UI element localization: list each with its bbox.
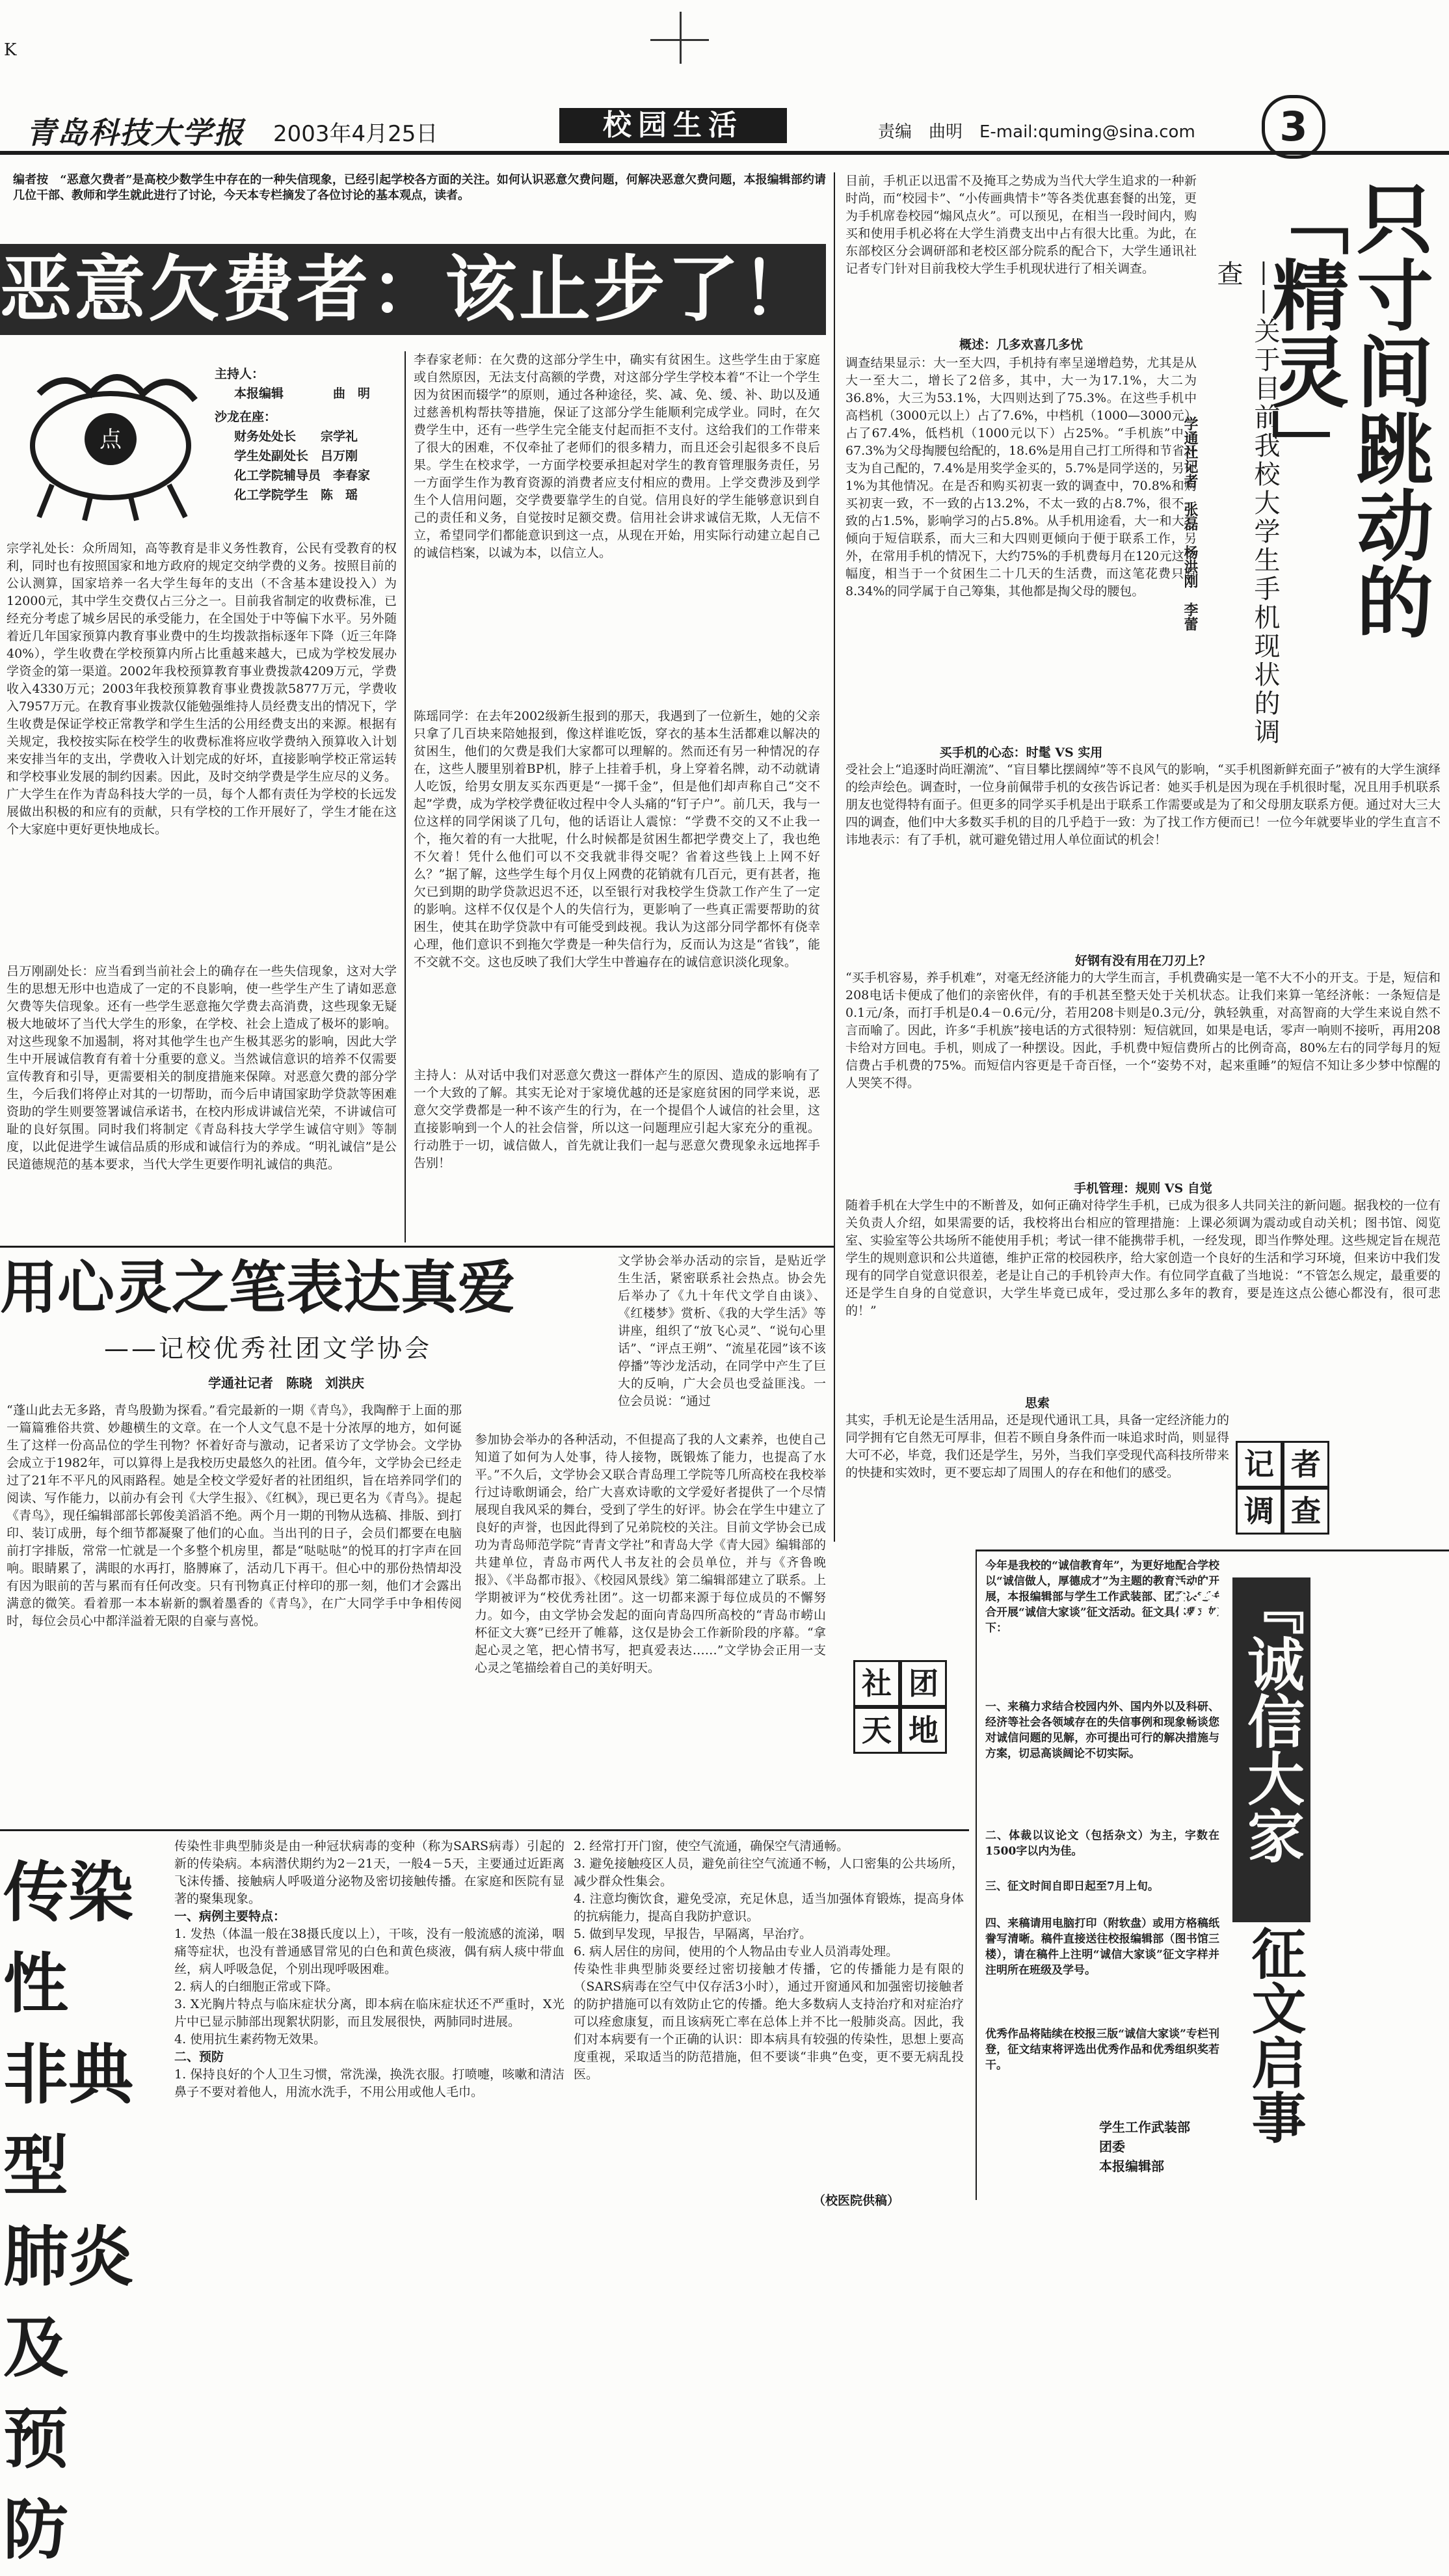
notice-item: 四、来稿请用电脑打印（附软盘）或用方格稿纸誊写清晰。稿件直接送往校报编辑部（图书馆三楼），请在稿件上注明“诚信大家谈”征文字样并注明所在班级及学号。 [985,1917,1219,1977]
crop-mark [680,12,682,64]
guest-line: 财务处处长 宗学礼 [234,429,358,444]
prevention-item: 2. 经常打开门窗，使空气流通，确保空气清通畅。 [574,1839,849,1853]
section-name: 校园生活 [559,108,787,143]
article3-sec4-title: 手机管理：规则 VS 自觉 [1074,1181,1212,1196]
tag-char: 天 [853,1707,900,1754]
column-divider [834,172,835,1542]
tag-char: 调 [1236,1488,1283,1535]
notice-item: 三、征文时间自即日起至7月上旬。 [985,1880,1159,1893]
masthead [0,104,1449,156]
tag-char: 者 [1283,1441,1329,1488]
article3-sec3: “买手机容易，养手机难”，对毫无经济能力的大学生而言，手机费确实是一笔不大不小的开支。于是，短信和208电话卡便成了他们的亲密伙伴，有的手机甚至整天处于关机状态。让我们来算一笔经济帐：一条短信是0.1元/条，而打手机是0.4－0.6元/分，若用208卡则是0.3元/分，孰轻孰重，对高智商的大学生来说自然不言而喻了。因此，许多“手机族”接电话的方式很特别：短信就回，如果是电话，零声一响则不接听，再用208卡给对方回电。手机，则成了一种摆设。因此，手机费中短信费所占的比例奇高，80%左右的同学每月的短信费占手机费的75%。而短信内容更是千奇百怪，一个“姿势不对，起来重睡”的短信不知让多少梦中惊醒的人哭笑不得。 [845,971,1441,1090]
prevention-item: 3. 避免接触疫区人员，避免前往空气流通不畅，人口密集的公共场所，减少群众性集会。 [574,1857,964,1888]
article2-byline: 学通社记者 陈晓 刘洪庆 [208,1375,364,1391]
crop-mark [650,39,709,41]
article1-col1b: 吕万刚副处长：应当看到当前社会上的确存在一些失信现象，这对大学生的思想无形中也造成了一定的不良影响，使一些学生产生了请如恶意欠费等失信现象。还有一些学生恶意拖欠学费去高消费，这些现象无疑极大地破坏了当代大学生的形象，在学校、社会上造成了极坏的影响。对这些现象不加遏制，将对其他学生也产生极其恶劣的影响，因此大学生中开展诚信教育有着十分重要的意义。当然诚信意识的培养不仅需要宣传教育和引导，更需要相关的制度措施来保障。对恶意欠费的部分学生，今后我们将停止对其的一切帮助，而今后申请国家助学贷款等困难资助的学生则要签署诚信承诺书，在校内形成讲诚信光荣，不讲诚信可耻的良好氛围。同时我们将制定《青岛科技大学学生诚信守则》等制度，以此促进学生诚信品质的形成和诚信行为的养成。“明礼诚信”是公民道德规范的基本要求，当代大学生更要作明礼诚信的典范。 [7,964,397,1172]
symptom-item: 4. 使用抗生素药物无效果。 [174,2032,326,2046]
cartoon-svg [13,355,208,524]
signer: 学生工作武装部 [1099,2119,1190,2135]
article3-sec2: 受社会上“追逐时尚旺潮流”、“盲目攀比摆阔绰”等不良风气的影响，“买手机图新鲜充面子”被有的大学生演绎的绘声绘色。调查时，一位身前佩带手机的女孩告诉记者：她买手机是因为现在手机很时髦，况且用手机联系朋友也觉得特有面子。但更多的同学买手机是出于联系工作需要或是为了和父母朋友联系方便。通过对大三大四的调查，他们中大多数买手机的目的几乎趋于一致：为了找工作方便而已！一位今年就要毕业的学生直言不讳地表示：有了手机，就可避免错过用人单位面试的机会！ [845,762,1441,847]
cartoon-illustration [13,355,208,524]
signer: 本报编辑部 [1099,2158,1164,2174]
guest-line: 化工学院学生 陈 瑶 [234,488,358,502]
symptom-item: 1. 发热（体温一般在38摄氏度以上），干咳，没有一般流感的流涕，咽痛等症状，也没有普通感冒常见的白色和黄色痰液，偶有病人痰中带血丝，病人呼吸急促，个别出现呼吸困难。 [174,1927,565,1976]
notice-signers [1099,2117,1190,2176]
host-name: 本报编辑 曲 明 [234,386,371,401]
tag-char: 查 [1283,1488,1329,1535]
reporter-tag [1236,1441,1333,1535]
section-rule [0,1829,969,1831]
signer: 团委 [1099,2139,1125,2154]
column-divider [976,1550,977,2200]
tag-char: 社 [853,1660,900,1707]
prevention-title: 二、预防 [174,2050,224,2064]
symptom-item: 3. X光胸片特点与临床症状分离，即本病在临床症状还不严重时，X光片中已显示肺部出现絮状阴影，而且发展很快，两肺同时进展。 [174,1997,565,2029]
article4-source: （校医院供稿） [813,2194,900,2208]
host-title: 主持人： [215,367,265,381]
headline-line: 传染性 [3,1855,133,2022]
article4-col2 [574,1838,964,2189]
guest-line: 化工学院辅导员 李春家 [234,468,371,483]
headline-line: 预 防 [3,2401,133,2568]
editor-line: 责编 曲明 E-mail:quming@sina.com [878,122,1195,142]
article3-sec2-title: 买手机的心态：时髦 VS 实用 [939,745,1103,760]
article2-subhead: ——记校优秀社团文学协会 [104,1334,432,1363]
notice-item: 优秀作品将陆续在校报三版“诚信大家谈”专栏刊登，征文结束将评选出优秀作品和优秀组织奖若干。 [985,2028,1219,2072]
article2-col-top: 文学协会举办活动的宗旨，是贴近学生生活，紧密联系社会热点。协会先后举办了《九十年代文学自由谈》、《红楼梦》赏析、《我的大学生活》等讲座，组织了“放飞心灵”、“说句心里话”、“评点王朔”、“流星花园”该不该停播”等沙龙活动，在同学中产生了巨大的反响，广大会员也受益匪浅。一位会员说：“通过 [618,1254,826,1408]
article4-col1 [174,1838,565,2208]
svg-text:点: 点 [100,427,122,453]
article3-sec5: 其实，手机无论是生活用品，还是现代通讯工具，具备一定经济能力的同学拥有它自然无可厚非，但若不顾自身条件而一味追求时尚，则显得大可不必，毕竟，我们还是学生，另外，当我们享受现代高科技所带来的快捷和实效时，更不要忘却了周围人的存在和他们的感受。 [845,1413,1229,1480]
paper-name: 青岛科技大学报 [26,115,245,150]
article3-sec1: 调查结果显示：大一至大四，手机持有率呈递增趋势，尤其是从大一至大二，增长了2倍多，其中，大一为17.1%，大二为36.8%，大三为53.1%，大四则达到了75.3%。在这些手机中高档机（3000元以上）占了7.6%，中档机（1000—3000元）占了67.4%，低档机（1000元以下）占25%。“手机族”中，67.3%为父母掏腰包给配的，18.6%是用自己打工所得和节省开支为自己配的，7.4%是用奖学金买的，5.7%是同学送的，另外1%为其他情况。在是否和购买初衷一致的调查中，70.8%和购买初衷一致，不一致的占13.2%，不太一致的占8.7%，很不一致的占1.5%，影响学习的占5.8%。从手机用途看，大一和大二倾向于短信联系，而大三和大四则更倾向于便于联系工作，另外，在常用手机的情况下，大约75%的手机费每月在120元这个幅度，相当于一个贫困生二十几天的生活费，而这笔花费只有8.34%的同学属于自己筹集，其他都是掏父母的腰包。 [845,356,1197,598]
article3-byline: 学通社记者 张磊 杨洪刚 李蕾 [1182,416,1199,631]
guests-title: 沙龙在座： [215,410,277,424]
title-line: 灵」 [1259,332,1349,486]
editor-note: 编者按 “恶意欠费者”是高校少数学生中存在的一种失信现象，已经引起学校各方面的关注。如何认识恶意欠费问题，何解决恶意欠费问题，本报编辑部约请几位干部、教师和学生就此进行了讨论，今天本专栏摘发了各位讨论的基本观点，读者。 [13,173,826,202]
prevention-item: 4. 注意均衡饮食，避免受凉，充足休息，适当加强体育锻炼，提高身体的抗病能力，提高自我防护意识。 [574,1892,964,1924]
article1-col2b: 陈瑶同学：在去年2002级新生报到的那天，我遇到了一位新生，她的父亲只拿了几百块来陪她报到，像这样谁吃饭，穿衣的基本生活都难以解决的贫困生，他们的欠费是我们大家都可以理解的。然而还有另一种情况的存在，这些人腰里别着BP机，脖子上挂着手机，身上穿着名牌，动不动就请人吃饭，给男女朋友买东西更是“一掷千金”，但是他们却声称自己“交不起”学费，成为学校学费征收过程中令人头痛的“钉子户”。前几天，我与一位这样的同学闲谈了几句，他的话语让人震惊：“学费不交的又不止我一个，拖欠着的有一大批呢，什么时候都是贫困生都把学费交上了，我也绝不欠着！凭什么他们可以不交我就非得交呢？省着这些钱上上网不好么？”据了解，这些学生每个月仅上网费的花销就有几百元，更有甚者，拖欠已到期的助学贷款迟迟不还，以至银行对我校学生贷款工作产生了一定的影响。这样不仅仅是个人的失信行为，更影响了一些真正需要帮助的贫困生，使其在助学贷款中有可能受到歧视。我认为这部分同学都怀有侥幸心理，他们意识不到拖欠学费是一种失信行为，反而认为这是“省钱”，能不交就不交。这也反映了我们大学生中普遍存在的诚信意识淡化现象。 [414,709,820,969]
page-number: 3 [1262,95,1325,159]
article3-subtitle: ——关于目前我校大学生手机现状的调查 [1213,260,1280,747]
symptom-item: 2. 病人的白细胞正常或下降。 [174,1979,339,1994]
article3-intro: 目前，手机正以迅雷不及掩耳之势成为当代大学生追求的一种新时尚，而“校园卡”、“小传画典情卡”等各类优惠套餐的出笼，更为手机席卷校园“煽风点火”。可以预见，在相当一段时间内，购买和使用手机必将在大学生消费支出中占有很大比重。为此，在东部校区分会调研部和老校区部分院系的配合下，大学生通讯社记者专门针对目前我校大学生手机现状进行了相关调查。 [845,174,1197,276]
tag-char: 地 [900,1707,947,1754]
headline-line: 非典型 [3,2037,133,2204]
article3-sec4: 随着手机在大学生中的不断普及，如何正确对待学生手机，已成为很多人共同关注的新问题。据我校的一位有关负责人介绍，如果需要的话，我校将出台相应的管理措施：上课必须调为震动或自动关机；图书馆、阅览室、实验室等公共场所不能使用手机；考试一律不能携带手机，一经发现，即当作弊处理。这些规定旨在规范学生的规则意识和公共道德，维护正常的校园秩序，给大家创造一个良好的生活和学习环境，但来访中我们发现有的同学自觉意识很差，老是让自己的手机铃声大作。有位同学直截了当地说：“不管怎么规定，最重要的还是学生自身的自觉意识，大学生毕竟已成年，受过那么多年的教育，要是连这点公德心都没有，很可悲的！” [845,1198,1441,1318]
article2-col1: “蓬山此去无多路，青鸟殷勤为探看。”看完最新的一期《青鸟》，我陶醉于上面的那一篇篇雅俗共赏、妙趣横生的文章。在一个人文气息不是十分浓厚的地方，如何诞生了这样一份高品位的学生刊物？怀着好奇与激动，记者采访了文学协会。文学协会成立于1982年，可以算得上是我校历史最悠久的社团。值今年，文学协会已经走过了21年不平凡的风雨路程。她是全校文学爱好者的社团组织，旨在培养同学们的阅读、写作能力，以前办有会刊《大学生报》、《红枫》，现已更名为《青鸟》。提起《青鸟》，现任编辑部部长郭俊美滔滔不绝。两个月一期的刊物从选稿、排版、到打印、装订成册，每个细节都凝聚了他们的心血。当出刊的日子，会员们都要在电脑前打字排版，常常一忙就是一个多整个机房里，都是“哒哒哒”的悦耳的打字声在回响。眼睛累了，满眼的水再打，胳膊麻了，活动几下再干。但心中的那份热情却没有因为眼前的苦与累而有任何改变。只有刊物真正付梓印的那一刻，他们才会露出满意的微笑。看着那一本本崭新的飘着墨香的《青鸟》，在广大同学手中争相传阅时，每位会员心中都洋溢着无限的自豪与喜悦。 [7,1403,462,1628]
article2-col2: 参加协会举办的各种活动，不但提高了我的人文素养，也使自己知道了如何为人处事，待人接物，既锻炼了能力，也提高了水平。”不久后，文学协会又联合青岛理工学院等几所高校在我校举行过诗歌朗诵会，给广大喜欢诗歌的文学爱好者提供了一个尽情展现自我风采的舞台，受到了学生的好评。协会在学生中建立了良好的声誉，也因此得到了兄弟院校的关注。目前文学协会已成功为青岛师范学院“青青文学社”和青岛大学《青大园》编辑部的共建单位，青岛市两代人书友社的会员单位，并与《齐鲁晚报》、《半岛都市报》、《校园风景线》第二编辑部建立了联系。上学期被评为“校优秀社团”。这一切都来源于每位成员的不懈努力。如今，由文学协会发起的面向青岛四所高校的“青岛市崂山杯征文大赛”已经开了帷幕，这仅是协会工作新阶段的序幕。“拿起心灵之笔，把心情书写，把真爱表达……”文学协会正用一支心灵之笔描绘着自己的美好明天。 [475,1432,826,1675]
tag-char: 团 [900,1660,947,1707]
article2-headline: 用心灵之笔表达真爱 [0,1254,516,1321]
notice-item: 二、体裁以议论文（包括杂文）为主，字数在1500字以内为佳。 [985,1829,1219,1858]
section-rule [976,1550,1449,1551]
article4-headline [3,1847,172,2576]
guest-line: 学生处副处长 吕万刚 [234,449,358,463]
notice-title-tail: 征文启事 [1243,1925,1307,2144]
article1-col2: 李春家老师：在欠费的这部分学生中，确实有贫困生。这些学生由于家庭或自然原因，无法支付高额的学费，对这部分学生学校本着“不让一个学生因为贫困而辍学”的原则，通过各种途径，奖、减、免、缓、补、助以及通过慈善机构帮扶等措施，保证了这部分学生能顺利完成学业。同时，在欠费学生中，还有一些学生完全能支付起而拒不支付。这给我们的工作带来了很大的困难，不仅牵扯了老师们的很多精力，而且还会引起很多不良后果。学生在校求学，一方面学校要承担起对学生的教育管理服务责任，另一方面学生作为教育资源的消费者应支付相应的费用。上学交费涉及到学生个人信用问题，交学费要靠学生的自觉。信用良好的学生能够意识到自己的责任和义务，自觉按时足额交费。信用社会讲求诚信无欺，人无信不立，希望同学们都能意识到这一点，从现在开始，用实际行动建立起自己的诚信档案，以诚为本，以信立人。 [414,353,820,560]
prevention-item: 6. 病人居住的房间，使用的个人物品由专业人员消毒处理。 [574,1944,899,1959]
masthead-rule [0,151,1449,155]
article4-closing: 传染性非典型肺炎要经过密切接触才传播，它的传播能力是有限的（SARS病毒在空气中仅存活3小时），通过开窗通风和加强密切接触者的防护措施可以有效防止它的传播。绝大多数病人支持治疗和对症治疗可以痊愈康复，而且该病死亡率在总体上并不比一般肺炎高。因此，我们对本病要有一个正确的认识：即本病具有较强的传染性，思想上要高度重视，采取适当的防范措施，但不要谈“非典”色变，更不要无病乱投医。 [574,1962,964,2082]
corner-mark: K [4,40,17,60]
masthead-date: 2003年4月25日 [273,121,438,147]
notice-title-boxed: 『诚信大家谈』 [1232,1577,1310,1922]
prevention-item: 5. 做到早发现，早报告，早隔离，早治疗。 [574,1927,812,1941]
article3-sec5-title: 思索 [1024,1396,1050,1410]
column-divider [405,351,406,1242]
title-line: 「精 [1259,179,1349,332]
column-tag [853,1660,957,1754]
symptoms-title: 一、病例主要特点： [174,1909,286,1924]
headline-line: 肺炎及 [3,2219,133,2386]
article1-col1: 宗学礼处长：众所周知，高等教育是非义务性教育，公民有受教育的权利，同时也有按照国家和地方政府的规定交纳学费的义务。按照目前的公认测算，国家培养一名大学生每年的支出（不含基本建设投入）为12000元，其中学生交费仅占三分之一。目前我省制定的收费标准，已经充分考虑了城乡居民的承受能力，在全国处于中等偏下水平。另外随着近几年国家预算内教育事业费中的生均拨款指标逐年下降（近三年降40%），学生收费在学校预算内所占比重越来越大，已成为学校发展办学资金的第一渠道。2002年我校预算教育事业费拨款4209万元，学费收入4330万元；2003年我校预算教育事业费拨款5877万元，学费收入7957万元。在教育事业拨款仅能勉强维持人员经费支出的情况下，学生收费是保证学校正常教学和学生生活的公用经费支出的来源。根据有关规定，我校按实际在校学生的收费标准将应收学费纳入预算收入计划来安排当年的支出，学费收入计划完成的好坏，直接影响学校正常运转和学校事业发展的制约因素。因此，及时交纳学费是学生应尽的义务。广大学生在作为青岛科技大学的一员，每个人都有责任为学校的长远发展做出积极的和应有的贡献，只有学校的工作开展好了，学生才能在这个大家庭中更好更快地成长。 [7,541,397,837]
notice-item: 一、来稿力求结合校园内外、国内外以及科研、经济等社会各领域存在的失信事例和现象畅谈您对诚信问题的见解，亦可提出可行的解决措施与方案，切忌高谈阔论不切实际。 [985,1700,1219,1760]
article3-sec3-title: 好钢有没有用在刀刃上？ [1074,954,1211,968]
tag-char: 记 [1236,1441,1283,1488]
article4-intro: 传染性非典型肺炎是由一种冠状病毒的变种（称为SARS病毒）引起的新的传染病。本病潜伏期约为2－21天，一般4－5天，主要通过近距离飞沫传播、接触病人呼吸道分泌物及密切接触传播。在家庭和医院有显著的聚集现象。 [174,1839,565,1906]
prevention-item: 1. 保持良好的个人卫生习惯，常洗澡，换洗衣服。打喷嚏，咳嗽和清洁鼻子不要对着他人，用流水洗手，不用公用或他人毛巾。 [174,2067,565,2099]
article1-col2c: 主持人：从对话中我们对恶意欠费这一群体产生的原因、造成的影响有了一个大致的了解。其实无论对于家境优越的还是家庭贫困的同学来说，恶意欠交学费都是一种不该产生的行为，在一个提倡个人诚信的社会里，这直接影响到一个人的社会信誉，所以这一问题理应引起大家充分的重视。行动胜于一切，诚信做人，首先就让我们一起与恶意欠费现象永远地挥手告别！ [414,1068,820,1170]
title-line: 只寸间 [1344,179,1433,409]
article3-sec1-title: 概述：几多欢喜几多忧 [959,338,1083,352]
title-line: 跳动的 [1344,409,1433,639]
section-rule [0,1246,834,1248]
notice-body: 今年是我校的“诚信教育年”，为更好地配合学校以“诚信做人，厚德成才”为主题的教育活动的开展，本报编辑部与学生工作武装部、团委决定联合开展“诚信大家谈”征文活动。征文具体要求如下： [985,1559,1219,1635]
article1-headline: 恶意欠费者：该止步了！ [0,244,826,335]
